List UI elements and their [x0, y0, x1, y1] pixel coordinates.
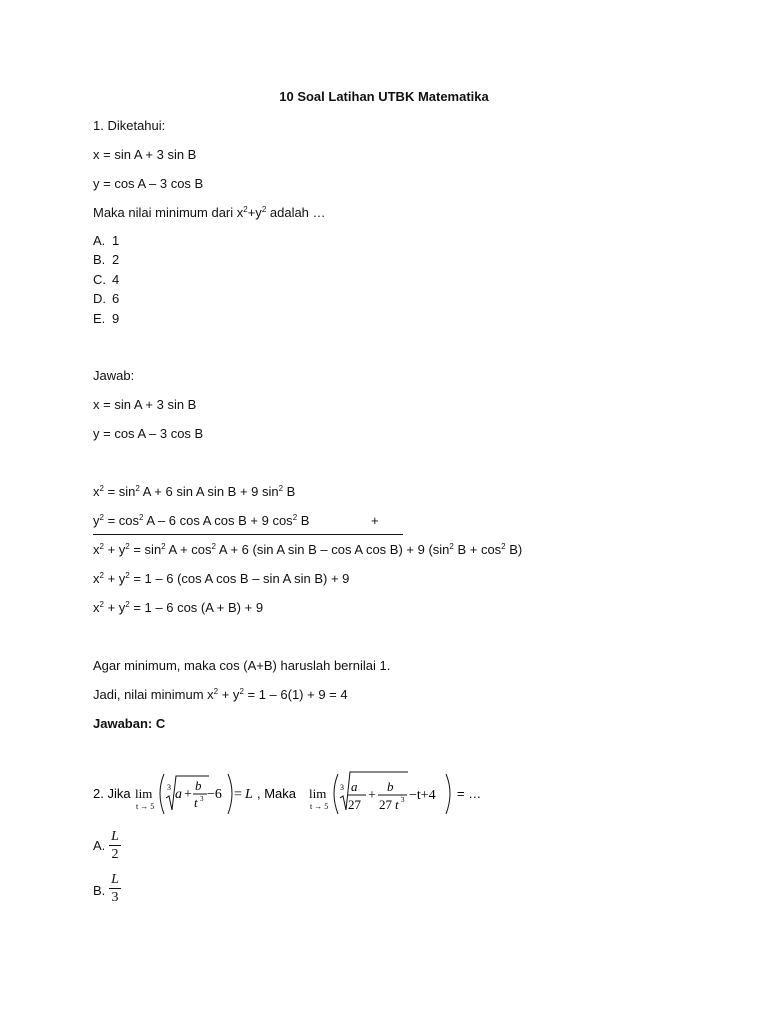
addition-sign: +: [371, 513, 379, 528]
svg-text:t → 5: t → 5: [136, 802, 155, 811]
q1-given-y: y = cos A – 3 cos B: [93, 176, 204, 191]
svg-text:= …: = …: [457, 786, 482, 801]
q1-option-e: E. 9: [93, 311, 120, 326]
conclusion-minimum: Agar minimum, maka cos (A+B) haruslah bernilai 1.: [93, 658, 391, 673]
svg-text:lim: lim: [309, 786, 327, 801]
svg-text:b: b: [387, 779, 394, 794]
q1-option-c: C. 4: [93, 272, 120, 287]
fraction-l-over-2: L 2: [109, 829, 121, 862]
svg-text:a: a: [175, 787, 182, 802]
svg-text:=: =: [234, 787, 242, 802]
answer-heading: Jawab:: [93, 368, 135, 383]
svg-text:t: t: [395, 797, 399, 812]
sum-rule-line: [93, 534, 403, 535]
q1-given-x: x = sin A + 3 sin B: [93, 147, 197, 162]
q2-formula: [0, 760, 768, 820]
q1-heading: 1. Diketahui:: [93, 118, 166, 133]
svg-text:t: t: [194, 795, 198, 810]
svg-text:b: b: [195, 778, 202, 793]
svg-text:3: 3: [200, 795, 204, 803]
q2-option-a: A. L 2: [93, 829, 153, 863]
q1-option-b: B. 2: [93, 252, 120, 267]
step-final-form: $x^2 + y^2 = 1 - 6$ cos (A + B) + 9: [93, 600, 264, 615]
svg-text:27: 27: [348, 797, 361, 812]
q1-question: Maka nilai minimum dari $x^2+y^2$ adalah …: [93, 205, 326, 220]
q1-option-d: D. 6: [93, 291, 120, 306]
svg-text:−t+4: −t+4: [409, 788, 436, 803]
svg-text:+: +: [368, 788, 376, 803]
svg-text:+: +: [184, 787, 192, 802]
q1-option-a: A. 1: [93, 233, 120, 248]
svg-text:a: a: [351, 779, 358, 794]
q2-question: [0, 760, 768, 820]
page-title: 10 Soal Latihan UTBK Matematika: [279, 89, 489, 104]
step-sum: $x^2 + y^2 = \sin^2 A + \cos^2 A + 6$ (sin A sin B – cos A cos B) + 9 ($\sin^2$ $B + \cos^2 B$): [93, 542, 523, 557]
svg-text:L: L: [245, 787, 253, 802]
final-answer: Jawaban: C: [93, 716, 166, 731]
q2-option-b: B. L 3: [93, 872, 153, 906]
step-simplified: $x^2 + y^2 = 1 - 6$ (cos A cos B – sin A sin B) + 9: [93, 571, 350, 586]
svg-text:t → 5: t → 5: [310, 802, 329, 811]
svg-text:3: 3: [340, 783, 344, 792]
fraction-l-over-3: L 3: [109, 872, 121, 905]
svg-text:, Maka: , Maka: [257, 786, 297, 801]
conclusion-value: Jadi, nilai minimum $x^2 + y^2 = 1 - 6(1) + 9 = 4$: [93, 687, 348, 702]
answer-x: x = sin A + 3 sin B: [93, 397, 197, 412]
svg-text:lim: lim: [135, 786, 153, 801]
svg-text:2. Jika: 2. Jika: [93, 786, 131, 801]
svg-text:3: 3: [401, 796, 405, 804]
svg-text:27: 27: [379, 797, 392, 812]
step-x-squared: $x^2 = \sin^2 A + 6$ sin A sin B + 9 $\sin^2 B$: [93, 484, 296, 499]
svg-text:−6: −6: [207, 787, 222, 802]
answer-y: y = cos A – 3 cos B: [93, 426, 204, 441]
step-y-squared: $y^2 = \cos^2 A - 6$ cos A cos B + 9 $\cos^2 B$: [93, 513, 310, 528]
svg-text:3: 3: [167, 783, 171, 792]
